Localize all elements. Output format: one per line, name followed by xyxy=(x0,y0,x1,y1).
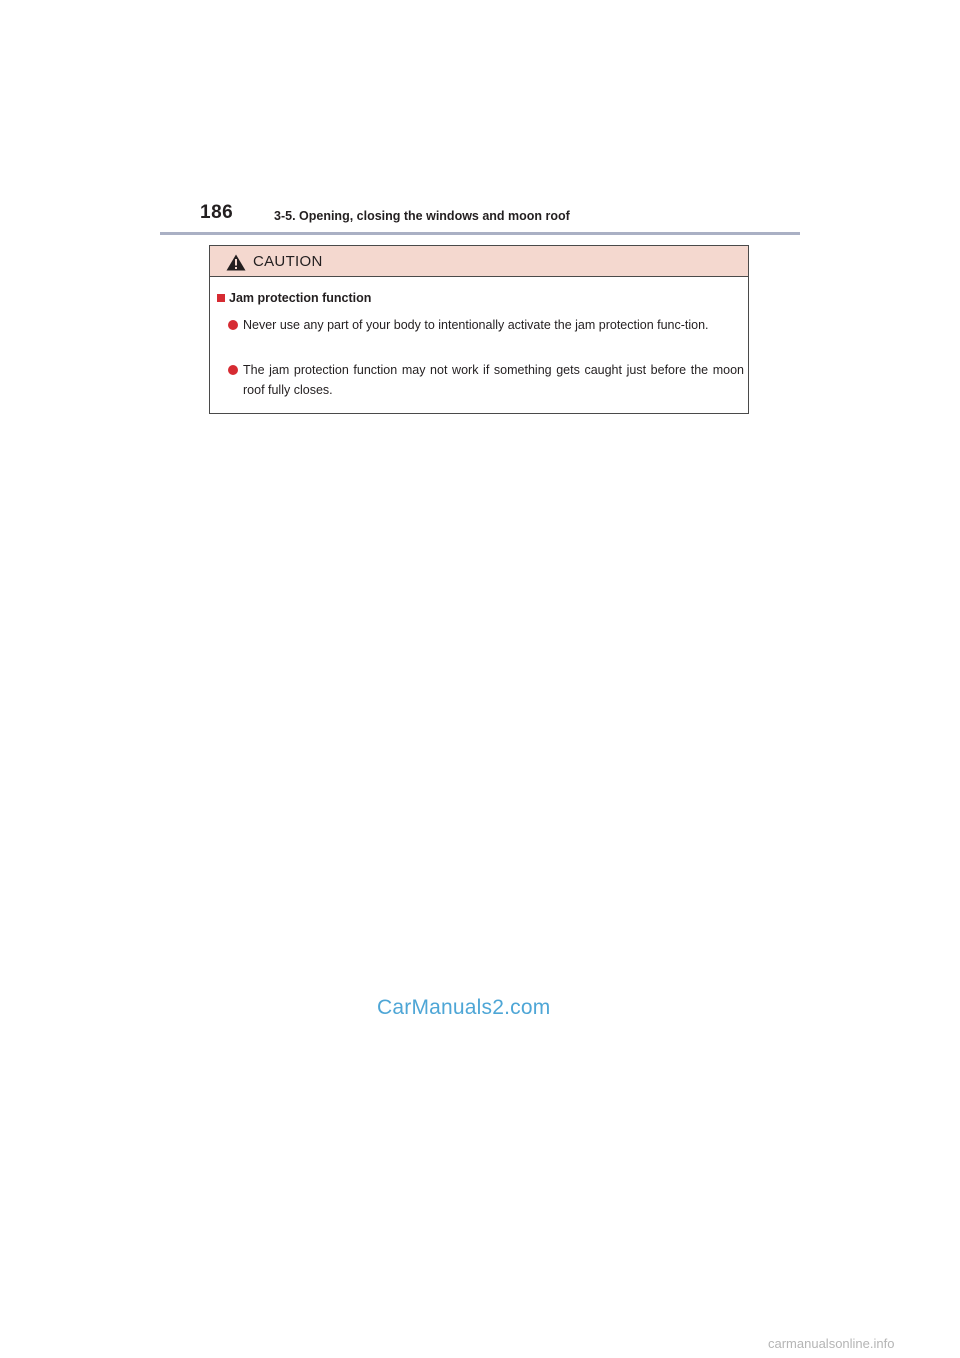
red-dot-bullet-icon xyxy=(228,320,238,330)
caution-bullet xyxy=(228,315,744,335)
page-header xyxy=(160,202,800,234)
footer-watermark: carmanualsonline.info xyxy=(768,1336,895,1351)
caution-subheading xyxy=(217,291,371,305)
warning-triangle-icon xyxy=(226,254,246,271)
red-dot-bullet-icon xyxy=(228,365,238,375)
bullet-text: The jam protection function may not work if something gets caught just before the moon roof fully closes. xyxy=(243,363,744,397)
subheading-text: Jam protection function xyxy=(229,291,372,305)
bullet-text: Never use any part of your body to intentionally activate the jam protection func-tion. xyxy=(243,318,709,332)
caution-bullet xyxy=(228,360,744,400)
caution-label: CAUTION xyxy=(253,253,323,270)
header-divider xyxy=(160,232,800,235)
page-number: 186 xyxy=(200,202,234,223)
red-square-bullet-icon xyxy=(217,294,225,302)
caution-box xyxy=(209,245,749,414)
section-title: 3-5. Opening, closing the windows and moon roof xyxy=(274,209,570,223)
caution-header xyxy=(210,246,748,277)
watermark-text: CarManuals2.com xyxy=(377,996,551,1019)
